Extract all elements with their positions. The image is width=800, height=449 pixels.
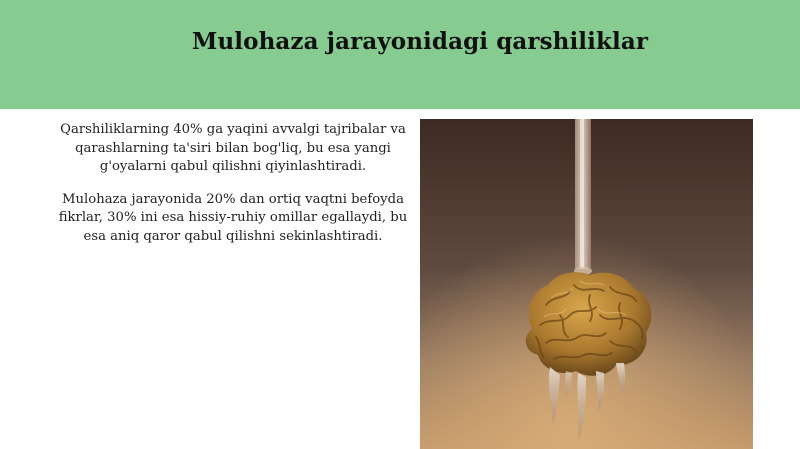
paragraph-2: Mulohaza jarayonida 20% dan ortiq vaqtni befoyda fikrlar, 30% ini esa hissiy-ruhiy omillar egallaydi, bu esa aniq qaror qabul qilishni sekinlashtiradi. [58,191,408,244]
brain-illustration [420,119,753,449]
slide-title: Mulohaza jarayonidagi qarshiliklar [191,28,649,55]
paragraph-1: Qarshiliklarning 40% ga yaqini avvalgi tajribalar va qarashlarning ta'siri bilan bog'liq, bu esa yangi g'oyalarni qabul qilishni qiyinlashtiradi. [60,122,406,174]
body-text [48,121,418,260]
brain-photo [420,119,753,449]
